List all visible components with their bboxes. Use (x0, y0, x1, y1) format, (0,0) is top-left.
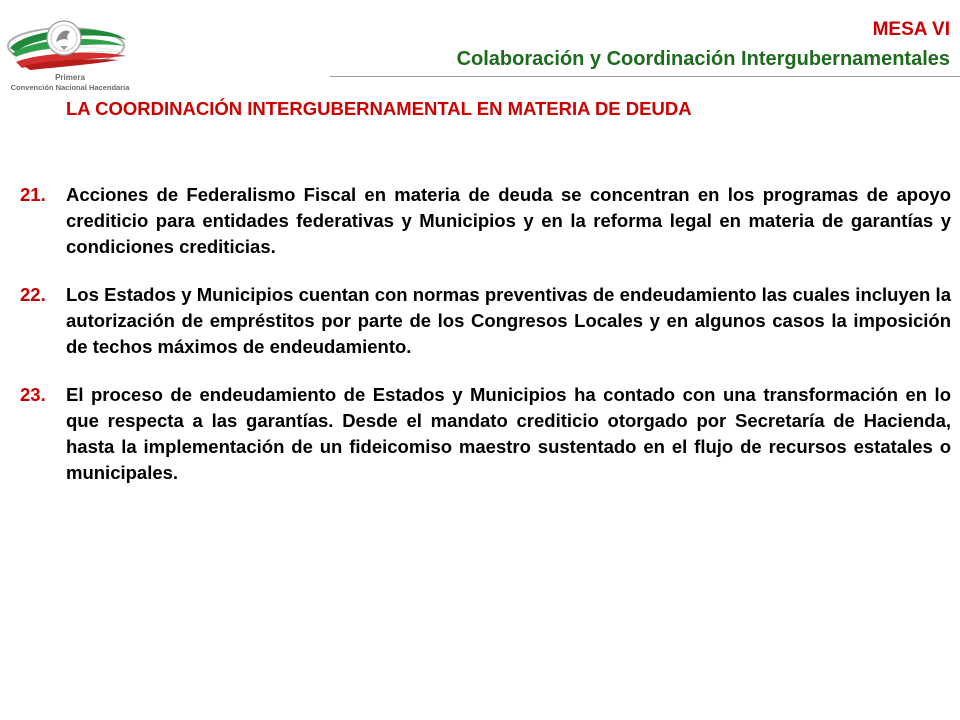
item-text: El proceso de endeudamiento de Estados y Municipios ha contado con una transformación en lo que respecta a las garantías. Desde el mandato crediticio otorgado por Secretaría de Hacienda, hasta la implementación de un fideicomiso maestro sustentado en el flujo de recursos estatales o municipales. (66, 384, 951, 483)
logo-caption-convention: Convención Nacional Hacendaria (10, 83, 130, 92)
item-text: Acciones de Federalismo Fiscal en materia de deuda se concentran en los programas de apoyo crediticio para entidades federativas y Municipios y en la reforma legal en materia de garantías y condiciones crediticias. (66, 184, 951, 257)
header-divider (330, 76, 960, 77)
item-number: 23. (20, 384, 46, 405)
list-item (20, 182, 951, 260)
list-item (20, 382, 951, 486)
logo-caption-primera: Primera (55, 73, 85, 82)
page-title: LA COORDINACIÓN INTERGUBERNAMENTAL EN MATERIA DE DEUDA (66, 98, 692, 119)
item-number: 21. (20, 184, 46, 205)
numbered-list (20, 182, 951, 508)
item-text: Los Estados y Municipios cuentan con normas preventivas de endeudamiento las cuales incluyen la autorización de empréstitos por parte de los Congresos Locales y en algunos casos la imposición de techos máximos de endeudamiento. (66, 284, 951, 357)
convention-logo (6, 8, 134, 96)
header-subtitle: Colaboración y Coordinación Intergubernamentales (456, 48, 950, 70)
header (457, 18, 950, 72)
item-number: 22. (20, 284, 46, 305)
eagle-seal-icon (6, 8, 134, 74)
mesa-label: MESA VI (872, 19, 950, 40)
list-item (20, 282, 951, 360)
